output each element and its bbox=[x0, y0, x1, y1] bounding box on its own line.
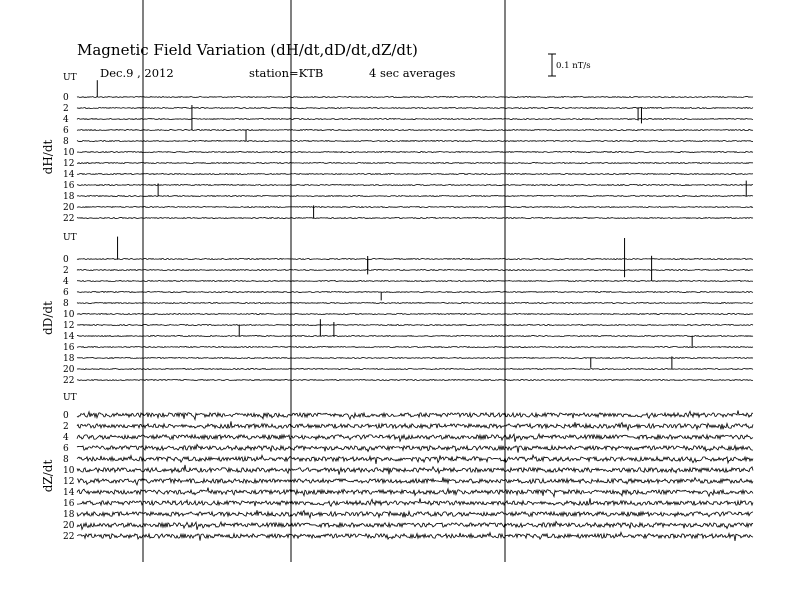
trace-line bbox=[77, 292, 753, 293]
row-label: 10 bbox=[63, 148, 75, 158]
section-dh-dt bbox=[41, 73, 753, 224]
row-label: 2 bbox=[63, 266, 69, 276]
date-label: Dec.9 , 2012 bbox=[100, 66, 174, 80]
trace-line bbox=[77, 336, 753, 337]
row-label: 8 bbox=[63, 137, 69, 147]
row-label: 0 bbox=[63, 411, 69, 421]
row-label: 4 bbox=[63, 433, 69, 443]
trace-line bbox=[77, 174, 753, 175]
row-label: 2 bbox=[63, 104, 69, 114]
row-label: 4 bbox=[63, 277, 69, 287]
row-label: 10 bbox=[63, 310, 75, 320]
row-label: 6 bbox=[63, 126, 69, 136]
scale-bar-label: 0.1 nT/s bbox=[556, 61, 591, 71]
station-label: station=KTB bbox=[249, 66, 324, 80]
trace-line bbox=[77, 434, 753, 442]
trace-line bbox=[77, 532, 753, 541]
row-label: 20 bbox=[63, 521, 75, 531]
scale-bar bbox=[548, 54, 591, 76]
trace-line bbox=[77, 218, 753, 219]
trace-line bbox=[77, 465, 753, 475]
row-label: 12 bbox=[63, 477, 75, 487]
row-label: 22 bbox=[63, 532, 75, 542]
trace-line bbox=[77, 455, 753, 464]
trace-line bbox=[77, 369, 753, 370]
trace-line bbox=[77, 314, 753, 315]
section-dz-dt bbox=[41, 393, 753, 542]
row-label: 6 bbox=[63, 444, 69, 454]
row-label: 0 bbox=[63, 93, 69, 103]
trace-line bbox=[77, 521, 753, 529]
trace-line bbox=[77, 97, 753, 98]
y-axis-label: dD/dt bbox=[41, 301, 55, 335]
row-label: 0 bbox=[63, 255, 69, 265]
row-label: 4 bbox=[63, 115, 69, 125]
trace-line bbox=[77, 421, 753, 429]
row-label: 12 bbox=[63, 159, 75, 169]
trace-line bbox=[77, 130, 753, 131]
trace-line bbox=[77, 444, 753, 452]
trace-line bbox=[77, 152, 753, 153]
y-axis-label: dH/dt bbox=[41, 139, 55, 175]
trace-line bbox=[77, 303, 753, 304]
row-label: 6 bbox=[63, 288, 69, 298]
ut-axis-label: UT bbox=[63, 73, 77, 83]
trace-line bbox=[77, 196, 753, 197]
trace-line bbox=[77, 477, 753, 485]
row-label: 16 bbox=[63, 499, 75, 509]
row-label: 14 bbox=[63, 170, 75, 180]
trace-line bbox=[77, 207, 753, 208]
trace-line bbox=[77, 119, 753, 120]
ut-axis-label: UT bbox=[63, 393, 77, 403]
trace-line bbox=[77, 510, 753, 518]
trace-line bbox=[77, 410, 753, 419]
trace-line bbox=[77, 380, 753, 381]
trace-line bbox=[77, 108, 753, 109]
row-label: 8 bbox=[63, 299, 69, 309]
plot-sections bbox=[41, 73, 753, 542]
row-label: 8 bbox=[63, 455, 69, 465]
trace-line bbox=[77, 185, 753, 186]
trace-line bbox=[77, 141, 753, 142]
row-label: 12 bbox=[63, 321, 75, 331]
row-label: 16 bbox=[63, 343, 75, 353]
row-label: 14 bbox=[63, 488, 75, 498]
row-label: 10 bbox=[63, 466, 75, 476]
row-label: 22 bbox=[63, 214, 75, 224]
row-label: 18 bbox=[63, 354, 75, 364]
trace-line bbox=[77, 358, 753, 359]
section-dd-dt bbox=[41, 233, 753, 386]
row-label: 14 bbox=[63, 332, 75, 342]
trace-line bbox=[77, 488, 753, 497]
row-label: 22 bbox=[63, 376, 75, 386]
row-label: 18 bbox=[63, 510, 75, 520]
y-axis-label: dZ/dt bbox=[41, 459, 55, 493]
trace-line bbox=[77, 347, 753, 348]
averaging-label: 4 sec averages bbox=[369, 66, 456, 80]
trace-line bbox=[77, 325, 753, 326]
row-label: 2 bbox=[63, 422, 69, 432]
row-label: 20 bbox=[63, 203, 75, 213]
row-label: 16 bbox=[63, 181, 75, 191]
ut-axis-label: UT bbox=[63, 233, 77, 243]
row-label: 20 bbox=[63, 365, 75, 375]
row-label: 18 bbox=[63, 192, 75, 202]
trace-line bbox=[77, 163, 753, 164]
trace-line bbox=[77, 498, 753, 506]
plot-title: Magnetic Field Variation (dH/dt,dD/dt,dZ/dt) bbox=[77, 41, 418, 59]
